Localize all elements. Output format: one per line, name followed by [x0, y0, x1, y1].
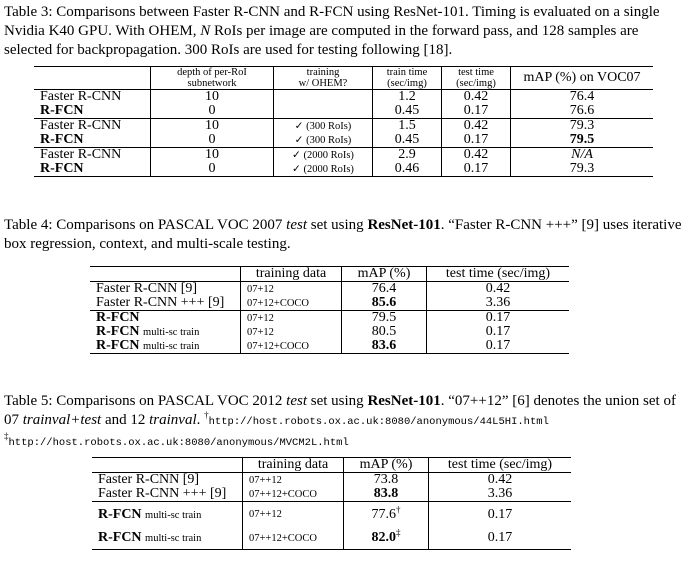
col-map: mAP (%)	[342, 267, 427, 282]
footnote-url-2[interactable]: http://host.robots.ox.ac.uk:8080/anonymous/MVCM2L.html	[8, 437, 349, 449]
table-cell: 0.17	[429, 528, 572, 550]
table5-caption	[4, 392, 688, 453]
table-cell: 0.17	[427, 311, 570, 326]
table-cell: 0.17	[442, 162, 511, 177]
caption-italic: test	[286, 217, 308, 233]
table-cell: 0.42	[442, 119, 511, 134]
caption-text: and 12	[101, 412, 150, 428]
table-cell-suffix: multi-sc train	[143, 327, 200, 338]
table-cell: 77.6	[371, 506, 396, 522]
table-cell: R-FCN	[98, 506, 142, 522]
table-cell: Faster R-CNN +++ [9]	[98, 486, 227, 501]
table-cell: 0.17	[429, 502, 572, 528]
caption-bold: ResNet-101	[367, 217, 441, 233]
table-cell: 1.5	[373, 119, 442, 134]
col-test-time: test time (sec/img)	[442, 67, 511, 90]
table-cell: Faster R-CNN	[40, 89, 122, 104]
table-cell: 79.5	[511, 133, 654, 148]
table-cell: ✓ (300 RoIs)	[274, 133, 373, 148]
table-cell: 07++12+COCO	[243, 528, 344, 550]
table-cell-suffix: multi-sc train	[143, 341, 200, 352]
col-test-time: test time (sec/img)	[429, 458, 572, 473]
table-cell: 0.42	[429, 473, 572, 488]
table4-caption	[4, 216, 688, 254]
table-cell: 0.17	[442, 104, 511, 119]
table3-caption	[4, 3, 688, 60]
caption-italic: trainval+test	[22, 412, 102, 428]
caption-text: . “Faster R-CNN +++” [9] uses iterative box regression, context, and multi-scale testing.	[4, 217, 682, 252]
table-cell: 73.8	[344, 473, 429, 488]
table-cell-sup: †	[396, 504, 401, 515]
caption-italic-n: N	[200, 23, 211, 39]
table-cell: N/A	[511, 148, 654, 163]
col-depth: depth of per-RoI subnetwork	[151, 67, 274, 90]
table-cell: 10	[151, 90, 274, 105]
table-cell: 85.6	[342, 296, 427, 311]
col-test-time: test time (sec/img)	[427, 267, 570, 282]
table-cell: R-FCN	[40, 132, 84, 147]
table-cell: 10	[151, 119, 274, 134]
table-cell: R-FCN	[98, 530, 142, 546]
table-cell: R-FCN	[96, 310, 140, 325]
table-cell: 0.45	[373, 133, 442, 148]
table-cell: 76.4	[511, 90, 654, 105]
table-cell: 0.42	[427, 282, 570, 297]
dagger-mark: †	[204, 410, 209, 420]
table-cell: 0	[151, 162, 274, 177]
table-cell: R-FCN	[96, 338, 140, 353]
table-cell: Faster R-CNN +++ [9]	[96, 295, 225, 310]
caption-bold: ResNet-101	[367, 393, 441, 409]
col-training-data: training data	[243, 458, 344, 473]
ddagger-mark: ‡	[4, 431, 9, 441]
table-cell: 0.46	[373, 162, 442, 177]
table-cell: 76.4	[342, 282, 427, 297]
table-cell: R-FCN	[40, 161, 84, 176]
table-cell: 83.6	[342, 339, 427, 354]
table5	[92, 457, 571, 550]
table-cell: 07+12	[241, 282, 342, 297]
table-cell: 07+12+COCO	[241, 339, 342, 354]
table-cell: 0.17	[442, 133, 511, 148]
table-cell: 0	[151, 133, 274, 148]
table-cell: 79.3	[511, 162, 654, 177]
table-cell: 82.0	[371, 530, 396, 546]
table-cell: 07++12	[243, 502, 344, 528]
table-cell-suffix: multi-sc train	[145, 509, 202, 521]
caption-italic: test	[286, 393, 308, 409]
col-ohem: training w/ OHEM?	[274, 67, 373, 90]
table-cell: 10	[151, 148, 274, 163]
table-cell	[274, 90, 373, 105]
table-cell-suffix: multi-sc train	[145, 533, 202, 545]
caption-text: set using	[307, 393, 368, 409]
table-cell: 79.3	[511, 119, 654, 134]
table-cell: 0.42	[442, 90, 511, 105]
table-cell: 07++12	[243, 473, 344, 488]
table-cell: Faster R-CNN	[40, 118, 122, 133]
caption-text: .	[196, 412, 205, 428]
table-cell: 76.6	[511, 104, 654, 119]
table-cell: 80.5	[342, 325, 427, 339]
table3	[34, 66, 653, 177]
table-cell: Faster R-CNN	[40, 147, 122, 162]
table-cell: 0.45	[373, 104, 442, 119]
table-cell: 3.36	[429, 487, 572, 502]
table-cell	[274, 104, 373, 119]
table-cell-sup: ‡	[396, 527, 401, 538]
table-cell: 3.36	[427, 296, 570, 311]
table-cell: ✓ (300 RoIs)	[274, 119, 373, 134]
caption-text: set using	[307, 217, 368, 233]
table-cell: 0.17	[427, 325, 570, 339]
table-cell: R-FCN	[40, 103, 84, 118]
table-cell: 07++12+COCO	[243, 487, 344, 502]
table-cell: 0.42	[442, 148, 511, 163]
table-cell: 0.17	[427, 339, 570, 354]
table4	[90, 266, 569, 354]
table-cell: R-FCN	[96, 324, 140, 339]
table-cell: 79.5	[342, 311, 427, 326]
table-cell: 0	[151, 104, 274, 119]
caption-text: Table 3: Comparisons between Faster R-CNN and R-FCN using ResNet-101. Timing is evaluated on a single Nvidia K40 GPU. With OHEM,	[4, 4, 660, 39]
table-cell: Faster R-CNN [9]	[96, 281, 198, 296]
table-cell: 2.9	[373, 148, 442, 163]
table-cell: 07+12	[241, 311, 342, 326]
table-cell: 07+12+COCO	[241, 296, 342, 311]
caption-text: RoIs per image are computed in the forward pass, and 128 samples are selected for backpropagation. 300 RoIs are used for testing following [18].	[4, 23, 639, 58]
caption-text: Table 5: Comparisons on PASCAL VOC 2012	[4, 393, 287, 409]
col-train-time: train time (sec/img)	[373, 67, 442, 90]
col-training-data: training data	[241, 267, 342, 282]
caption-italic: trainval	[149, 412, 197, 428]
table-cell: ✓ (2000 RoIs)	[274, 148, 373, 163]
footnote-url-1[interactable]: http://host.robots.ox.ac.uk:8080/anonymous/44L5HI.html	[208, 416, 549, 428]
col-map: mAP (%) on VOC07	[511, 67, 654, 90]
caption-text: . “07++12” [6] denotes the union set of 07	[4, 393, 676, 428]
table-cell: 1.2	[373, 90, 442, 105]
table-cell: 07+12	[241, 325, 342, 339]
col-map: mAP (%)	[344, 458, 429, 473]
table-cell: ✓ (2000 RoIs)	[274, 162, 373, 177]
table-cell: Faster R-CNN [9]	[98, 472, 200, 487]
caption-text: Table 4: Comparisons on PASCAL VOC 2007	[4, 217, 287, 233]
table-cell: 83.8	[344, 487, 429, 502]
